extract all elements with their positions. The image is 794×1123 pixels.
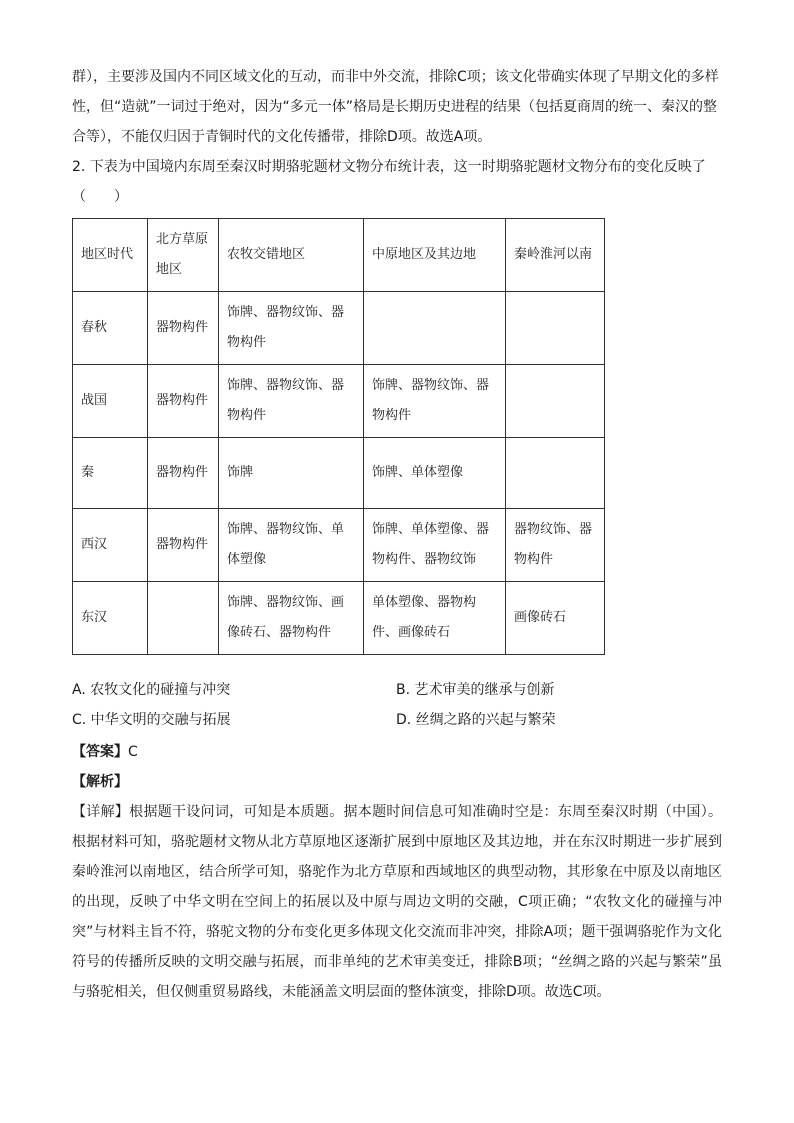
table-row <box>73 292 605 365</box>
table-cell: 饰牌、单体塑像、器物构件、器物纹饰 <box>364 509 506 582</box>
table-row <box>73 582 605 655</box>
option-a: A. 农牧文化的碰撞与冲突 <box>72 682 231 698</box>
table-cell: 饰牌、器物纹饰、画像砖石、器物构件 <box>219 582 364 655</box>
table-cell: 饰牌、器物纹饰、器物构件 <box>219 365 364 438</box>
analysis-heading <box>72 767 722 797</box>
analysis-label: 【解析】 <box>72 774 128 790</box>
table-cell: 器物构件 <box>148 509 219 582</box>
table-cell <box>364 292 506 365</box>
table-row <box>73 509 605 582</box>
table-cell: 西汉 <box>73 509 148 582</box>
header-cell: 农牧交错地区 <box>219 219 364 292</box>
table-cell: 饰牌、单体塑像 <box>364 438 506 509</box>
table-cell: 器物构件 <box>148 365 219 438</box>
document-page <box>72 62 722 1007</box>
table-cell: 器物纹饰、器物构件 <box>506 509 605 582</box>
table-header-row <box>73 219 605 292</box>
option-b: B. 艺术审美的继承与创新 <box>396 682 555 698</box>
table-cell <box>148 582 219 655</box>
table-cell: 春秋 <box>73 292 148 365</box>
answer-line <box>72 737 722 767</box>
table-cell: 秦 <box>73 438 148 509</box>
table-cell: 画像砖石 <box>506 582 605 655</box>
detail-label: 【详解】 <box>72 804 130 820</box>
header-cell: 北方草原地区 <box>148 219 219 292</box>
answer-options <box>72 675 722 737</box>
header-cell: 秦岭淮河以南 <box>506 219 605 292</box>
detail-paragraph <box>72 797 722 1007</box>
header-cell: 中原地区及其边地 <box>364 219 506 292</box>
answer-value: C <box>128 744 138 760</box>
artifact-distribution-table <box>72 218 605 655</box>
previous-answer-paragraph: 群），主要涉及国内不同区域文化的互动，而非中外交流，排除C项；该文化带确实体现了早期文化的多样性，但“造就”一词过于绝对，因为“多元一体”格局是长期历史进程的结果（包括夏商周的统一、秦汉的整合等），不能仅归因于青铜时代的文化传播带，排除D项。故选A项。 <box>72 69 719 145</box>
header-cell: 地区时代 <box>73 219 148 292</box>
table-cell <box>506 365 605 438</box>
table-cell: 单体塑像、器物构件、画像砖石 <box>364 582 506 655</box>
table-cell: 饰牌、器物纹饰、单体塑像 <box>219 509 364 582</box>
option-d: D. 丝绸之路的兴起与繁荣 <box>396 712 556 728</box>
table-cell: 饰牌 <box>219 438 364 509</box>
table-cell: 器物构件 <box>148 438 219 509</box>
table-cell: 战国 <box>73 365 148 438</box>
option-c: C. 中华文明的交融与拓展 <box>72 712 231 728</box>
table-cell <box>506 292 605 365</box>
table-cell <box>506 438 605 509</box>
detail-text: 根据题干设问词，可知是本质题。据本题时间信息可知准确时空是：东周至秦汉时期（中国）。根据材料可知，骆驼题材文物从北方草原地区逐渐扩展到中原地区及其边地，并在东汉时期进一步扩展到秦岭淮河以南地区，结合所学可知，骆驼作为北方草原和西域地区的典型动物，其形象在中原及以南地区的出现，反映了中华文明在空间上的拓展以及中原与周边文明的交融，C项正确；“农牧文化的碰撞与冲突”与材料主旨不符，骆驼文物的分布变化更多体现文化交流而非冲突，排除A项；题干强调骆驼作为文化符号的传播所反映的文明交融与拓展，而非单纯的艺术审美变迁，排除B项；“丝绸之路的兴起与繁荣”虽与骆驼相关，但仅侧重贸易路线，未能涵盖文明层面的整体演变，排除D项。故选C项。 <box>72 804 722 1000</box>
table-cell: 饰牌、器物纹饰、器物构件 <box>219 292 364 365</box>
table-cell: 东汉 <box>73 582 148 655</box>
answer-label: 【答案】 <box>72 744 128 760</box>
table-row <box>73 365 605 438</box>
table-row <box>73 438 605 509</box>
question-stem: 2. 下表为中国境内东周至秦汉时期骆驼题材文物分布统计表，这一时期骆驼题材文物分布的变化反映了（ ） <box>72 159 706 205</box>
table-cell: 器物构件 <box>148 292 219 365</box>
table-cell: 饰牌、器物纹饰、器物构件 <box>364 365 506 438</box>
